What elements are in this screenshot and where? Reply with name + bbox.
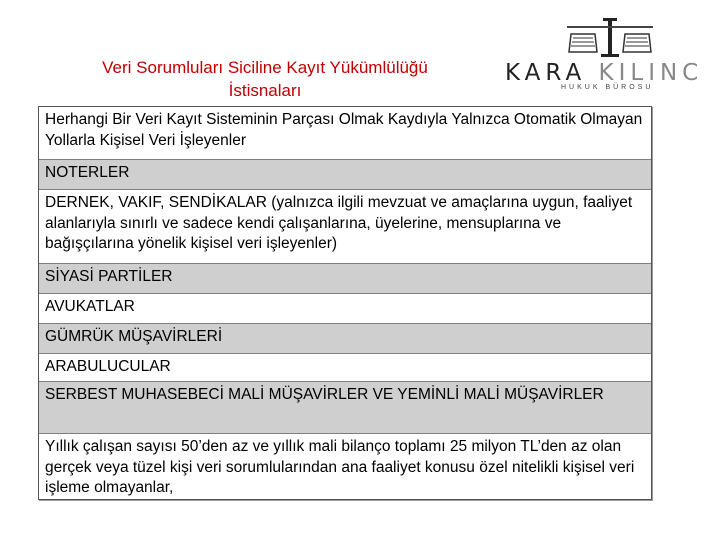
slide-title: [40, 56, 490, 102]
exemptions-table: [38, 106, 652, 500]
company-logo: [505, 14, 715, 91]
slide-title-line-1: Veri Sorumluları Siciline Kayıt Yükümlülüğü: [102, 58, 428, 77]
table-row: SİYASİ PARTİLER: [39, 264, 651, 294]
logo-word-dark: KARA: [505, 60, 599, 86]
logo-subtitle: HUKUK BÜROSU: [561, 84, 654, 91]
table-row: ARABULUCULAR: [39, 354, 651, 382]
table-row: Yıllık çalışan sayısı 50’den az ve yıllık mali bilanço toplamı 25 milyon TL’den az olan gerçek veya tüzel kişi veri sorumlularından ana faaliyet konusu özel nitelikli kişisel veri işleme olmayanlar,: [45, 438, 635, 496]
slide-title-line-2: İstisnaları: [228, 81, 302, 100]
table-row: DERNEK, VAKIF, SENDİKALAR (yalnızca ilgili mevzuat ve amaçlarına uygun, faaliyet alanlarıyla sınırlı ve sadece kendi çalışanlarına, üyelerine, mensuplarına ve bağışçılarına yönelik kişisel veri işleyenler): [39, 190, 651, 264]
table-row: Herhangi Bir Veri Kayıt Sisteminin Parçası Olmak Kaydıyla Yalnızca Otomatik Olmayan Yollarla Kişisel Veri İşleyenler: [39, 107, 651, 160]
logo-word-light: KILINC: [598, 60, 704, 86]
table-row: GÜMRÜK MÜŞAVİRLERİ: [39, 324, 651, 354]
table-row: SERBEST MUHASEBECİ MALİ MÜŞAVİRLER VE YEMİNLİ MALİ MÜŞAVİRLER: [39, 382, 651, 434]
table-row: NOTERLER: [39, 160, 651, 190]
table-row: AVUKATLAR: [39, 294, 651, 324]
scales-of-justice-icon: [505, 14, 715, 62]
